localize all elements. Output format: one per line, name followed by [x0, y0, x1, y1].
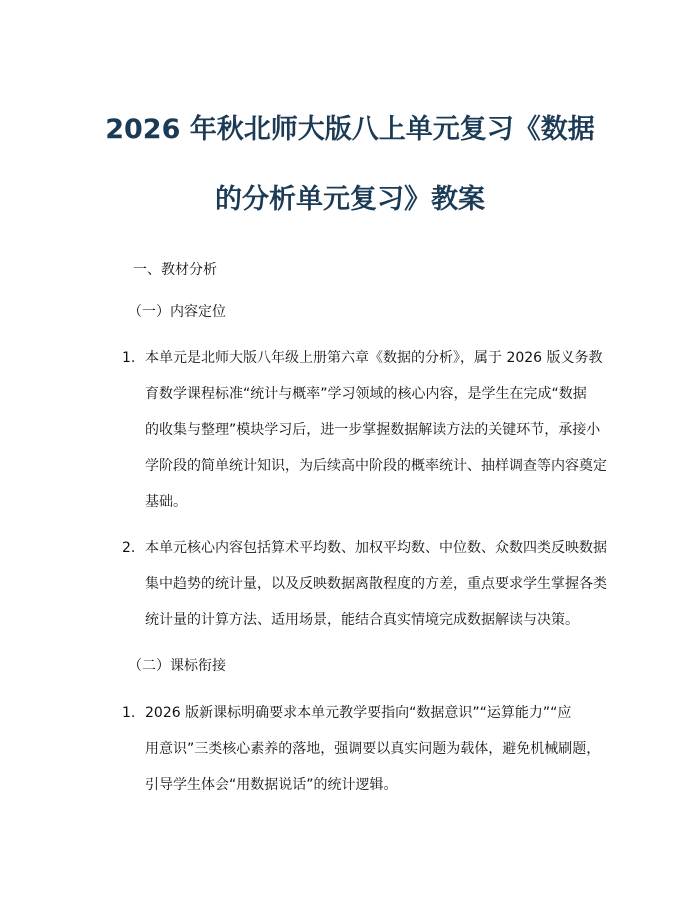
list-item-line: 2026 版新课标明确要求本单元教学要指向“数据意识”“运算能力”“应: [145, 705, 572, 721]
list-item-line: 集中趋势的统计量，以及反映数据离散程度的方差，重点要求学生掌握各类: [145, 576, 607, 592]
list-item-line: 本单元核心内容包括算术平均数、加权平均数、中位数、众数四类反映数据: [145, 540, 607, 556]
list-item-line: 的收集与整理”模块学习后，进一步掌握数据解读方法的关键环节，承接小: [145, 422, 601, 438]
list-item-line: 育数学课程标准“统计与概率”学习领域的核心内容，是学生在完成“数据: [145, 386, 587, 402]
list-item-line: 本单元是北师大版八年级上册第六章《数据的分析》，属于 2026 版义务教: [145, 350, 603, 366]
list-item-number: 1.: [122, 350, 136, 366]
list-item-line: 基础。: [145, 494, 187, 510]
subsection-heading: （一）内容定位: [128, 304, 226, 320]
list-item-line: 用意识”三类核心素养的落地，强调要以真实问题为载体，避免机械刷题，: [145, 741, 601, 757]
list-item-number: 2.: [122, 540, 136, 556]
section-heading: 一、教材分析: [133, 262, 217, 278]
list-item-line: 学阶段的简单统计知识，为后续高中阶段的概率统计、抽样调查等内容奠定: [145, 458, 607, 474]
list-item-line: 统计量的计算方法、适用场景，能结合真实情境完成数据解读与决策。: [145, 612, 579, 628]
document-title-line-2: 的分析单元复习》教案: [215, 184, 485, 215]
subsection-heading: （二）课标衔接: [128, 658, 226, 674]
list-item-number: 1.: [122, 705, 136, 721]
list-item-line: 引导学生体会“用数据说话”的统计逻辑。: [145, 777, 398, 793]
document-title-line-1: 2026 年秋北师大版八上单元复习《数据: [105, 114, 595, 145]
